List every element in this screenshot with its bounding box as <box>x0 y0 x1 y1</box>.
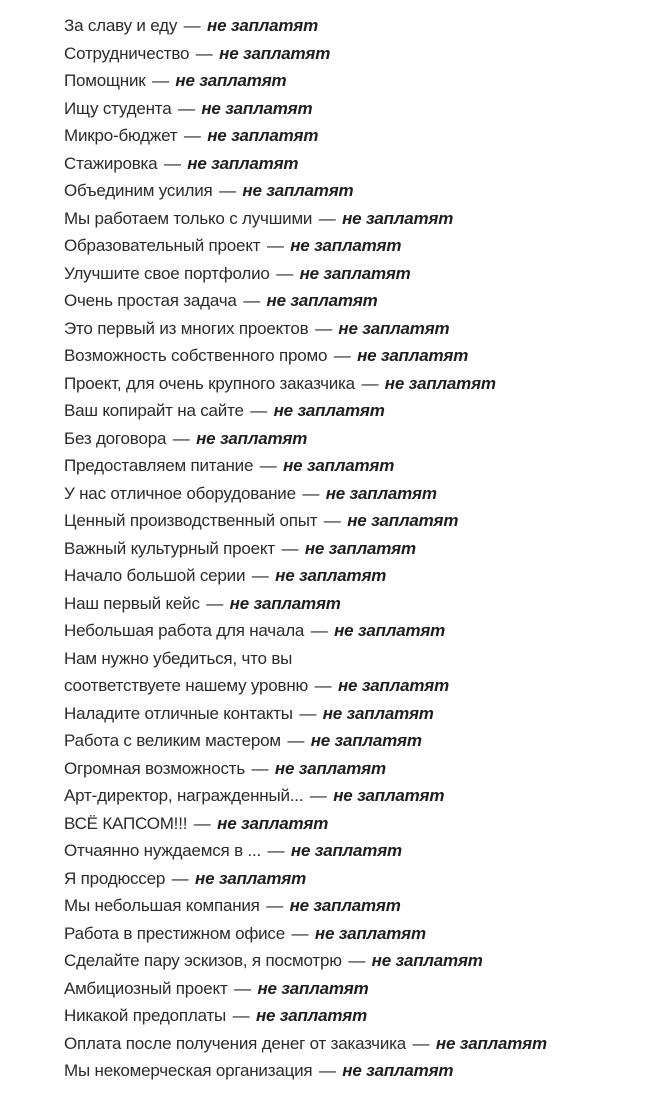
list-item <box>64 865 644 893</box>
list-item <box>64 287 644 315</box>
list-item <box>64 480 644 508</box>
punchline-text: не заплатят <box>187 153 299 173</box>
dash-separator: — <box>276 263 294 283</box>
phrase-text: Работа в престижном офисе <box>64 923 285 943</box>
dash-separator: — <box>348 951 366 970</box>
list-item <box>64 672 644 700</box>
phrase-text: Амбициозный проект <box>64 978 228 998</box>
punchline-text: не заплатят <box>196 428 308 448</box>
punchline-text: не заплатят <box>275 566 387 585</box>
list-item <box>64 397 644 425</box>
punchline-text: не заплатят <box>289 896 401 915</box>
phrase-text: Мы некомерческая организация <box>64 1061 313 1080</box>
phrase-text: Микро-бюджет <box>64 126 178 145</box>
punchline-text: не заплатят <box>304 538 416 558</box>
phrase-text: Сделайте пару эскизов, я посмотрю <box>64 951 342 970</box>
dash-separator: — <box>177 98 195 118</box>
phrase-text: Начало большой серии <box>64 566 246 585</box>
punchline-text: не заплатят <box>322 703 434 723</box>
list-item <box>64 315 644 343</box>
list-item <box>64 67 644 95</box>
dash-separator: — <box>183 16 201 35</box>
punchline-text: не заплатят <box>334 621 446 640</box>
list-item <box>64 507 644 535</box>
phrase-text: Образовательный проект <box>64 236 261 255</box>
punchline-text: не заплатят <box>333 786 445 805</box>
phrase-text: Мы небольшая компания <box>64 896 260 915</box>
phrase-text: Возможность собственного промо <box>64 346 328 365</box>
dash-separator: — <box>251 758 269 778</box>
dash-separator: — <box>266 236 284 255</box>
phrase-text: Арт-директор, награжденный... <box>64 786 304 805</box>
dash-separator: — <box>318 208 336 228</box>
phrase-text: Стажировка <box>64 153 158 173</box>
phrase-text: Помощник <box>64 71 146 90</box>
dash-separator: — <box>315 318 332 338</box>
phrase-text: Мы работаем только с лучшими <box>64 208 313 228</box>
phrase-text: Предоставляем питание <box>64 456 254 475</box>
punchline-text: не заплатят <box>347 511 459 530</box>
dash-separator: — <box>302 483 320 503</box>
list-item <box>64 425 644 453</box>
dash-separator: — <box>267 841 285 860</box>
list-item <box>64 947 644 975</box>
phrase-text: Очень простая задача <box>64 291 237 310</box>
dash-separator: — <box>206 593 224 613</box>
list-item <box>64 40 644 68</box>
list-item <box>64 1030 644 1058</box>
punchline-text: не заплатят <box>338 318 450 338</box>
list-item <box>64 122 644 150</box>
dash-separator: — <box>310 621 328 640</box>
phrase-text: соответствуете нашему уровню <box>64 676 309 695</box>
phrase-text: Ценный производственный опыт <box>64 511 318 530</box>
punchline-text: не заплатят <box>217 813 329 833</box>
list-item <box>64 232 644 260</box>
list-item <box>64 150 644 178</box>
phrase-text: Я продюссер <box>64 868 166 888</box>
phrase-text: Это первый из многих проектов <box>64 318 309 338</box>
punchline-text: не заплатят <box>219 43 331 63</box>
list-item <box>64 727 644 755</box>
list-item <box>64 617 644 645</box>
list-item <box>64 590 644 618</box>
dash-separator: — <box>266 896 284 915</box>
dash-separator: — <box>333 346 351 365</box>
dash-separator: — <box>193 813 211 833</box>
phrase-text: Ищу студента <box>64 98 172 118</box>
phrase-text: Наладите отличные контакты <box>64 703 293 723</box>
phrase-text: Небольшая работа для начала <box>64 621 305 640</box>
phrase-text: Важный культурный проект <box>64 538 275 558</box>
punchline-text: не заплатят <box>325 483 437 503</box>
phrase-text: Огромная возможность <box>64 758 245 778</box>
punchline-text: не заплатят <box>384 373 496 393</box>
punchline-text: не заплатят <box>207 16 319 35</box>
dash-separator: — <box>323 511 341 530</box>
punchline-text: не заплатят <box>290 236 402 255</box>
list-item <box>64 205 644 233</box>
list-item <box>64 755 644 783</box>
phrase-text: Без договора <box>64 428 167 448</box>
dash-separator: — <box>361 373 379 393</box>
dash-separator: — <box>314 676 332 695</box>
punchline-text: не заплатят <box>371 951 483 970</box>
phrase-text: Оплата после получения денег от заказчика <box>64 1033 406 1053</box>
phrase-text: Улучшите свое портфолио <box>64 263 270 283</box>
phrase-text: Ваш копирайт на сайте <box>64 401 244 420</box>
phrase-text: ВСЁ КАПСОМ!!! <box>64 813 188 833</box>
punchline-text: не заплатят <box>310 731 422 750</box>
list-item <box>64 645 644 673</box>
dash-separator: — <box>219 181 236 200</box>
punchline-text: не заплатят <box>337 676 449 695</box>
dash-separator: — <box>195 43 213 63</box>
list-item <box>64 535 644 563</box>
phrase-text: Нам нужно убедиться, что вы <box>64 648 293 668</box>
dash-separator: — <box>183 126 201 145</box>
list-item <box>64 562 644 590</box>
list-item <box>64 177 644 205</box>
punchline-text: не заплатят <box>175 71 287 90</box>
list-item <box>64 1057 644 1085</box>
dash-separator: — <box>243 291 261 310</box>
punchline-text: не заплатят <box>195 868 307 888</box>
phrase-text: За славу и еду <box>64 16 178 35</box>
list-item <box>64 920 644 948</box>
phrase-text: Отчаянно нуждаемся в ... <box>64 841 262 860</box>
list-item <box>64 975 644 1003</box>
list-item <box>64 95 644 123</box>
phrase-text: Проект, для очень крупного заказчика <box>64 373 355 393</box>
dash-separator: — <box>171 868 189 888</box>
dash-separator: — <box>287 731 305 750</box>
phrase-text: Наш первый кейс <box>64 593 200 613</box>
dash-separator: — <box>299 703 317 723</box>
punchline-text: не заплатят <box>299 263 411 283</box>
punchline-text: не заплатят <box>207 126 319 145</box>
punchline-text: не заплатят <box>342 1061 454 1080</box>
list-item <box>64 342 644 370</box>
punchline-text: не заплатят <box>274 758 386 778</box>
punchline-text: не заплатят <box>435 1033 547 1053</box>
punchline-text: не заплатят <box>273 401 385 420</box>
dash-separator: — <box>251 566 269 585</box>
punchline-text: не заплатят <box>229 593 341 613</box>
list-item <box>64 810 644 838</box>
punchline-text: не заплатят <box>283 456 395 475</box>
dash-separator: — <box>234 978 251 998</box>
list-item <box>64 892 644 920</box>
punchline-text: не заплатят <box>201 98 313 118</box>
dash-separator: — <box>281 538 299 558</box>
punchline-text: не заплатят <box>255 1006 367 1025</box>
list-item <box>64 452 644 480</box>
punchline-text: не заплатят <box>257 978 369 998</box>
list-item <box>64 12 644 40</box>
phrase-text: Работа с великим мастером <box>64 731 281 750</box>
punchline-text: не заплатят <box>266 291 378 310</box>
punchline-text: не заплатят <box>242 181 354 200</box>
dash-separator: — <box>232 1006 250 1025</box>
phrase-text: Сотрудничество <box>64 43 190 63</box>
punchline-text: не заплатят <box>314 923 426 943</box>
text-list <box>64 12 644 1085</box>
dash-separator: — <box>259 456 277 475</box>
dash-separator: — <box>250 401 268 420</box>
dash-separator: — <box>318 1061 336 1080</box>
list-item <box>64 700 644 728</box>
list-item <box>64 370 644 398</box>
phrase-text: Объединим усилия <box>64 181 213 200</box>
dash-separator: — <box>172 428 190 448</box>
dash-separator: — <box>163 153 181 173</box>
dash-separator: — <box>291 923 309 943</box>
phrase-text: Никакой предоплаты <box>64 1006 227 1025</box>
punchline-text: не заплатят <box>342 208 454 228</box>
list-item <box>64 837 644 865</box>
list-item <box>64 260 644 288</box>
punchline-text: не заплатят <box>290 841 402 860</box>
dash-separator: — <box>412 1033 430 1053</box>
phrase-text: У нас отличное оборудование <box>64 483 296 503</box>
dash-separator: — <box>309 786 327 805</box>
dash-separator: — <box>152 71 169 90</box>
punchline-text: не заплатят <box>357 346 469 365</box>
list-item <box>64 1002 644 1030</box>
list-item <box>64 782 644 810</box>
